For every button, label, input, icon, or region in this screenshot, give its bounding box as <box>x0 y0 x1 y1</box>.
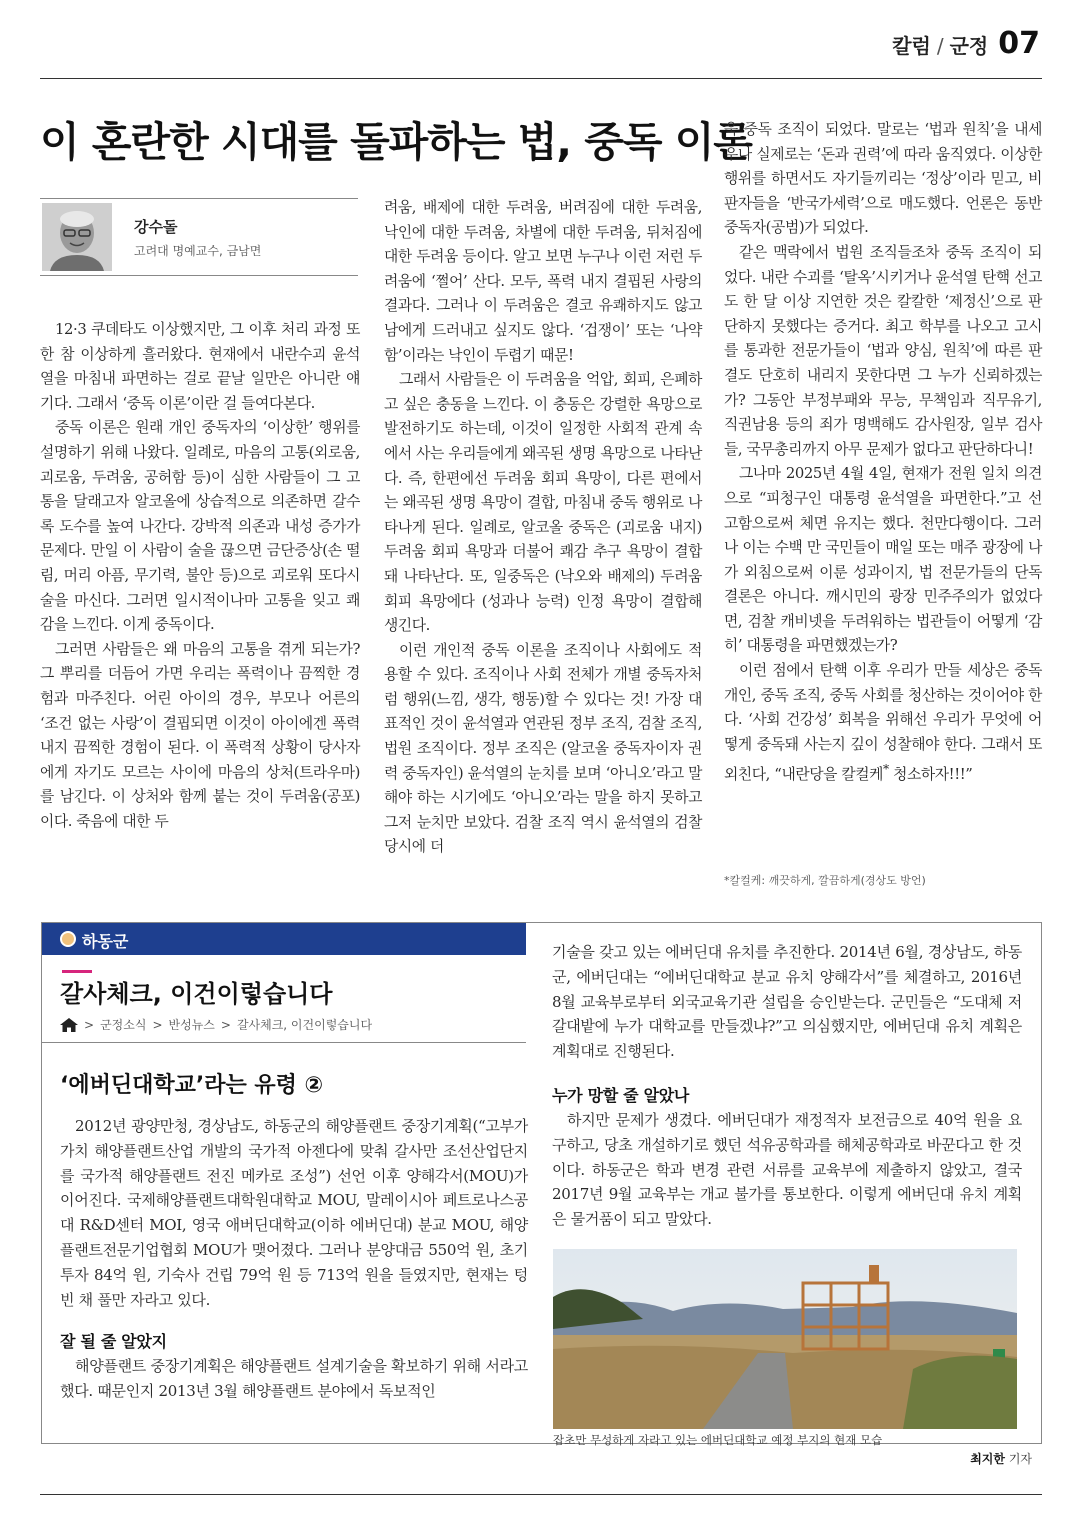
box-text-left <box>60 1114 528 1404</box>
breadcrumb-item[interactable]: 군정소식 <box>100 1018 147 1032</box>
footnote-mark: * <box>883 762 889 777</box>
paragraph: 욱 중독 조직이 되었다. 말로는 ‘법과 원칙’을 내세우나 실제로는 ‘돈과 권력’에 따라 움직였다. 이상한 행위를 하면서도 자기들끼리는 ‘정상’이라 믿고, 비판자들을 ‘반국가세력’으로 매도했다. 언론은 동반중독자(공범)가 되었다. <box>724 121 1042 237</box>
author-rule-top <box>40 198 358 199</box>
breadcrumb-item[interactable]: 갈사체크, 이건이렇습니다 <box>236 1018 373 1032</box>
paragraph: 2012년 광양만청, 경상남도, 하동군의 해양플랜트 중장기계획(“고부가가치 해양플랜트산업 개발의 국가적 아젠다에 맞춰 갈사만 조선산업단지를 국가적 해양플랜트 전진 메카로 조성”) 선언 이후 양해각서(MOU)가 이어진다. 국제해양플랜트대학원대학교 MOU, 말레이시아 페트로나스공대 R&D센터 MOI, 영국 애버딘대학교(이하 에버딘대) 분교 MOU, 해양플랜트전문기업협회 MOU가 맺어졌다. 그러나 분양대금 550억 원, 초기 투자 84억 원, 기숙사 건립 79억 원 등 713억 원을 들였지만, 현재는 텅 빈 채 풀만 자라고 있다. <box>60 1117 528 1309</box>
breadcrumb-item[interactable]: 반성뉴스 <box>168 1018 215 1032</box>
reporter-name: 최지한 <box>970 1452 1005 1466</box>
section-label: 칼럼 <box>892 34 931 58</box>
paragraph <box>724 659 1042 788</box>
paragraph: 려움, 배제에 대한 두려움, 버려짐에 대한 두려움, 낙인에 대한 두려움, 차별에 대한 두려움, 뒤처짐에 대한 두려움 등이다. 알고 보면 누구나 이런 저런 두려움에 ‘쩔어’ 산다. 모두, 폭력 내지 결핍된 사랑의 결과다. 그러나 이 두려움은 결코 유쾌하지도 않고 남에게 드러내고 싶지도 않다. ‘겁쟁이’ 또는 ‘나약함’이라는 낙인이 두렵기 때문! <box>384 199 702 364</box>
section-heading: 누가 망할 줄 알았나 <box>552 1085 690 1105</box>
paragraph: 그래서 사람들은 이 두려움을 억압, 회피, 은폐하고 싶은 충동을 느낀다. 이 충동은 강렬한 욕망으로 발전하기도 하는데, 이것이 일정한 사회적 관계 속에서 사는 우리들에게 왜곡된 생명 욕망으로 나타난다. 즉, 한편에선 두려움 회피 욕망이, 다른 편에서는 왜곡된 생명 욕망이 결합, 마침내 중독 행위로 나타나게 된다. 일례로, 알코올 중독은 (괴로움 내지) 두려움 회피 욕망과 더불어 쾌감 추구 욕망이 결합돼 나타난다. 또, 일중독은 (낙오와 배제의) 두려움 회피 욕망에다 (성과나 능력) 인정 욕망이 결합해 생긴다. <box>384 371 702 635</box>
breadcrumb <box>60 1016 372 1033</box>
header-rule <box>40 78 1042 79</box>
section-heading: 잘 될 줄 알았지 <box>60 1332 167 1352</box>
page-header <box>0 0 1080 80</box>
column-headline: 이 혼란한 시대를 돌파하는 법, 중독 이론 <box>40 118 752 166</box>
breadcrumb-sep: > <box>84 1017 95 1032</box>
column-text-3 <box>724 118 1042 788</box>
paragraph-tail: 청소하자!!!” <box>888 766 973 784</box>
home-icon[interactable] <box>60 1018 78 1032</box>
subsection-label: 군정 <box>949 34 989 58</box>
title-accent <box>62 970 92 973</box>
paragraph: 중독 이론은 원래 개인 중독자의 ‘이상한’ 행위를 설명하기 위해 나왔다. 일례로, 마음의 고통(외로움, 괴로움, 두려움, 공허함 등)이 심한 사람들이 그 고통을 달래고자 알코올에 상습적으로 의존하면 갈수록 도수를 높여 나간다. 강박적 의존과 내성 증가가 문제다. 만일 이 사람이 술을 끊으면 금단증상(손 떨림, 머리 아픔, 무기력, 불안 등)으로 괴로워 또다시 술을 마신다. 그러면 일시적이나마 고통을 잊고 쾌감을 느낀다. 이게 중독이다. <box>40 419 360 634</box>
author-photo <box>42 203 112 271</box>
paragraph: 같은 맥락에서 법원 조직들조차 중독 조직이 되었다. 내란 수괴를 ‘탈옥’시키거나 윤석열 탄핵 선고도 한 달 이상 지연한 것은 칼칼한 ‘제정신’으로 판단하지 못했다는 증거다. 최고 학부를 나오고 고시를 통과한 전문가들이 ‘법과 양심, 원칙’에 따른 판결도 단호히 내리지 못한다면 그 누가 신뢰하겠는가? 그동안 부정부패와 무능, 무책임과 직무유기, 직권남용 등의 죄가 명백해도 감사원장, 일부 검사들, 국무총리까지 아무 문제가 없다고 판단하다니! <box>724 243 1042 458</box>
author-role: 고려대 명예교수, 금남면 <box>134 244 262 258</box>
footnote: *칼컬케: 깨끗하게, 깔끔하게(경상도 방언) <box>724 874 926 887</box>
box-title: 갈사체크, 이건이렇습니다 <box>60 980 333 1008</box>
photo-caption: 잡초만 무성하게 자라고 있는 에버딘대학교 예정 부지의 현재 모습 <box>553 1433 883 1447</box>
site-photo <box>553 1249 1017 1429</box>
paragraph: 해양플랜트 중장기계획은 해양플랜트 설계기술을 확보하기 위해 서라고 했다. 때문인지 2013년 3월 해양플랜트 분야에서 독보적인 <box>60 1357 528 1401</box>
paragraph: 하지만 문제가 생겼다. 에버딘대가 재정적자 보전금으로 40억 원을 요구하고, 당초 개설하기로 했던 석유공학과를 해체공학과로 바꾼다고 한 것이다. 하동군은 학과 변경 관련 서류를 교육부에 제출하지 않았고, 결국 2017년 9월 교육부는 개교 불가를 통보한다. 이렇게 에버딘대 유치 계획은 물거품이 되고 말았다. <box>552 1110 1022 1229</box>
paragraph: 기술을 갖고 있는 에버딘대 유치를 추진한다. 2014년 6월, 경상남도, 하동군, 에버딘대는 “에버딘대학교 분교 유치 양해각서”를 체결하고, 2016년 8월 교육부로부터 외국교육기관 설립을 승인받는다. 군민들은 “도대체 저 갈대밭에 누가 대학교를 만들겠냐?”고 의심했지만, 에버딘대 유치 계획은 계획대로 진행된다. <box>552 943 1022 1061</box>
section-separator: / <box>936 34 944 58</box>
box-subtitle: ‘에버딘대학교’라는 유령 ② <box>60 1073 324 1098</box>
paragraph-text: 이런 점에서 탄핵 이후 우리가 만들 세상은 중독 개인, 중독 조직, 중독 사회를 청산하는 것이어야 한다. ‘사회 건강성’ 회복을 위해선 우리가 무엇에 어떻게 중독돼 사는지 깊이 성찰해야 한다. 그래서 또 외친다, “내란당을 칼컬케 <box>724 662 1042 784</box>
box-text-right <box>552 940 1022 1232</box>
breadcrumb-sep: > <box>152 1017 163 1032</box>
author-name: 강수돌 <box>134 218 178 236</box>
paragraph: 그나마 2025년 4월 4일, 현재가 전원 일치 의견으로 “피청구인 대통령 윤석열을 파면한다.”고 선고함으로써 체면 유지는 했다. 천만다행이다. 그러나 이는 수백 만 국민들이 매일 또는 매주 광장에 나가 외침으로써 이룬 성과이지, 법 전문가들의 단독 결론은 아니다. 깨시민의 광장 민주주의가 없었다면, 검찰 캐비넷을 두려워하는 법관들이 어떻게 ‘감히’ 대통령을 파면했겠는가? <box>724 465 1042 655</box>
author-rule-bottom <box>40 275 358 276</box>
breadcrumb-rule <box>42 1042 526 1043</box>
column-text-1 <box>40 318 360 834</box>
author-block <box>40 198 358 274</box>
breadcrumb-sep: > <box>220 1017 231 1032</box>
box-org-name: 하동군 <box>82 932 129 951</box>
paragraph: 그러면 사람들은 왜 마음의 고통을 겪게 되는가? 그 뿌리를 더듬어 가면 우리는 폭력이나 끔찍한 경험과 마주친다. 어린 아이의 경우, 부모나 어른의 ‘조건 없는 사랑’이 결핍되면 이것이 아이에겐 폭력 내지 끔찍한 경험이 된다. 이 폭력적 상황이 당사자에게 자기도 모르는 사이에 마음의 상처(트라우마)를 남긴다. 이 상처와 함께 붙는 것이 두려움(공포)이다. 죽음에 대한 두 <box>40 640 360 830</box>
page-number: 07 <box>998 26 1040 61</box>
column-text-2 <box>384 196 702 860</box>
reporter-suffix: 기자 <box>1005 1452 1032 1466</box>
reporter-byline <box>970 1450 1032 1467</box>
footer-rule <box>40 1494 1042 1495</box>
paragraph: 이런 개인적 중독 이론을 조직이나 사회에도 적용할 수 있다. 조직이나 사회 전체가 개별 중독자처럼 행위(느낌, 생각, 행동)할 수 있다는 것! 가장 대표적인 것이 윤석열과 연관된 정부 조직, 검찰 조직, 법원 조직이다. 정부 조직은 (알코올 중독자이자 권력 중독자인) 윤석열의 눈치를 보며 ‘아니오’라고 말해야 하는 시기에도 ‘아니오’라는 말을 하지 못하고 그저 눈치만 보았다. 검찰 조직 역시 윤석열의 검찰 당시에 더 <box>384 641 702 856</box>
hadong-logo-icon <box>60 931 76 947</box>
paragraph: 12·3 쿠데타도 이상했지만, 그 이후 처리 과정 또한 참 이상하게 흘러왔다. 현재에서 내란수괴 윤석열을 마침내 파면하는 걸로 끝날 일만은 아니란 얘기다. 그래서 ‘중독 이론’이란 걸 들여다본다. <box>40 321 360 412</box>
